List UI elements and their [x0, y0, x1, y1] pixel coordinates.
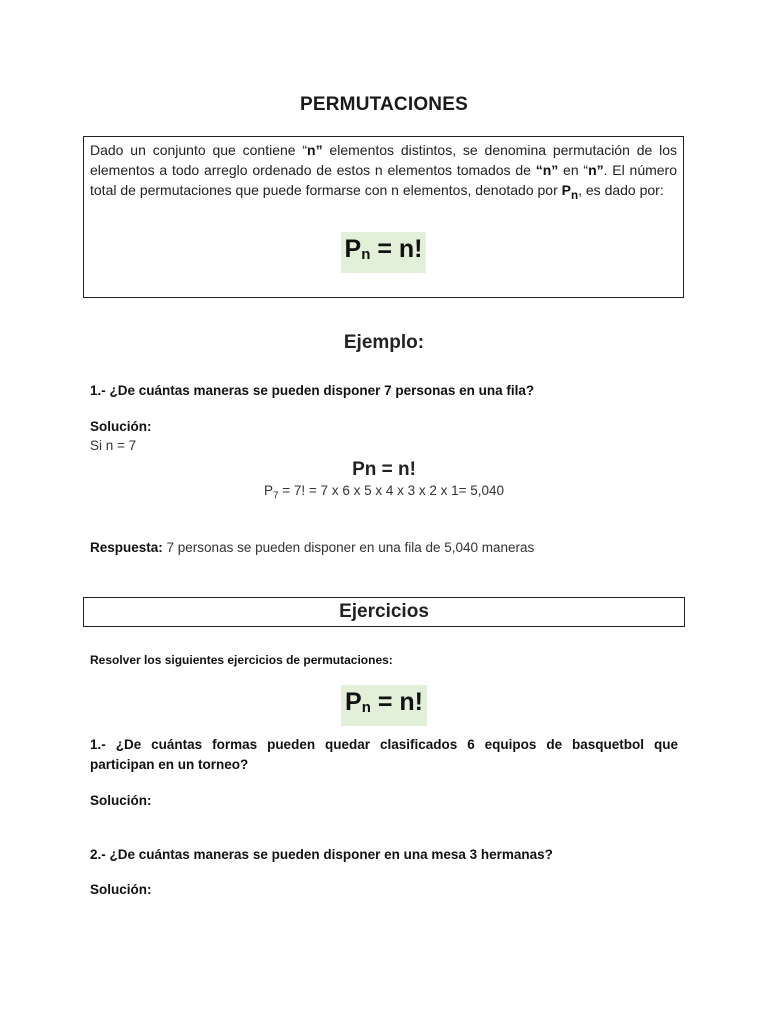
example-given: Si n = 7	[90, 438, 137, 453]
example-calculation: $P_7 = 7$! = 7 x 6 x 5 x 4 x 3 x 2 x 1= 5,040	[263, 483, 505, 502]
definition-box	[83, 136, 684, 298]
exercises-formula-block	[0, 685, 768, 726]
example-formula: Pn = n!	[352, 459, 416, 480]
example-solution-label: Solución:	[90, 419, 152, 434]
example-heading: Ejemplo:	[343, 332, 425, 353]
exercise-question-2: 2.- ¿De cuántas maneras se pueden disponer en una mesa 3 hermanas?	[90, 847, 553, 862]
exercise-question-1: 1.- ¿De cuántas formas pueden quedar clasificados 6 equipos de basquetbol que participan en un torneo?	[90, 737, 678, 772]
exercises-instruction: Resolver los siguientes ejercicios de permutaciones:	[90, 653, 393, 667]
exercises-heading-box: Ejercicios	[83, 597, 685, 627]
definition-text: Dado un conjunto que contiene “n” elementos distintos, se denomina permutación de los elementos a todo arreglo ordenado de estos n elementos tomados de “n” en “n”. El número total de permutaciones que puede formarse con n elementos, denotado por $P_n$, es dado por:	[90, 142, 678, 202]
page-title: PERMUTACIONES	[300, 94, 468, 115]
exercise-solution-label-1: Solución:	[90, 793, 152, 808]
example-question: 1.- ¿De cuántas maneras se pueden disponer 7 personas en una fila?	[90, 383, 535, 398]
permutation-formula: $P_n = n$!	[341, 232, 427, 273]
exercise-solution-label-2: Solución:	[90, 882, 152, 897]
example-answer: Respuesta: 7 personas se pueden disponer en una fila de 5,040 maneras	[90, 540, 535, 555]
formula-block	[84, 232, 683, 273]
exercises-permutation-formula: $P_n = n$!	[341, 685, 427, 726]
